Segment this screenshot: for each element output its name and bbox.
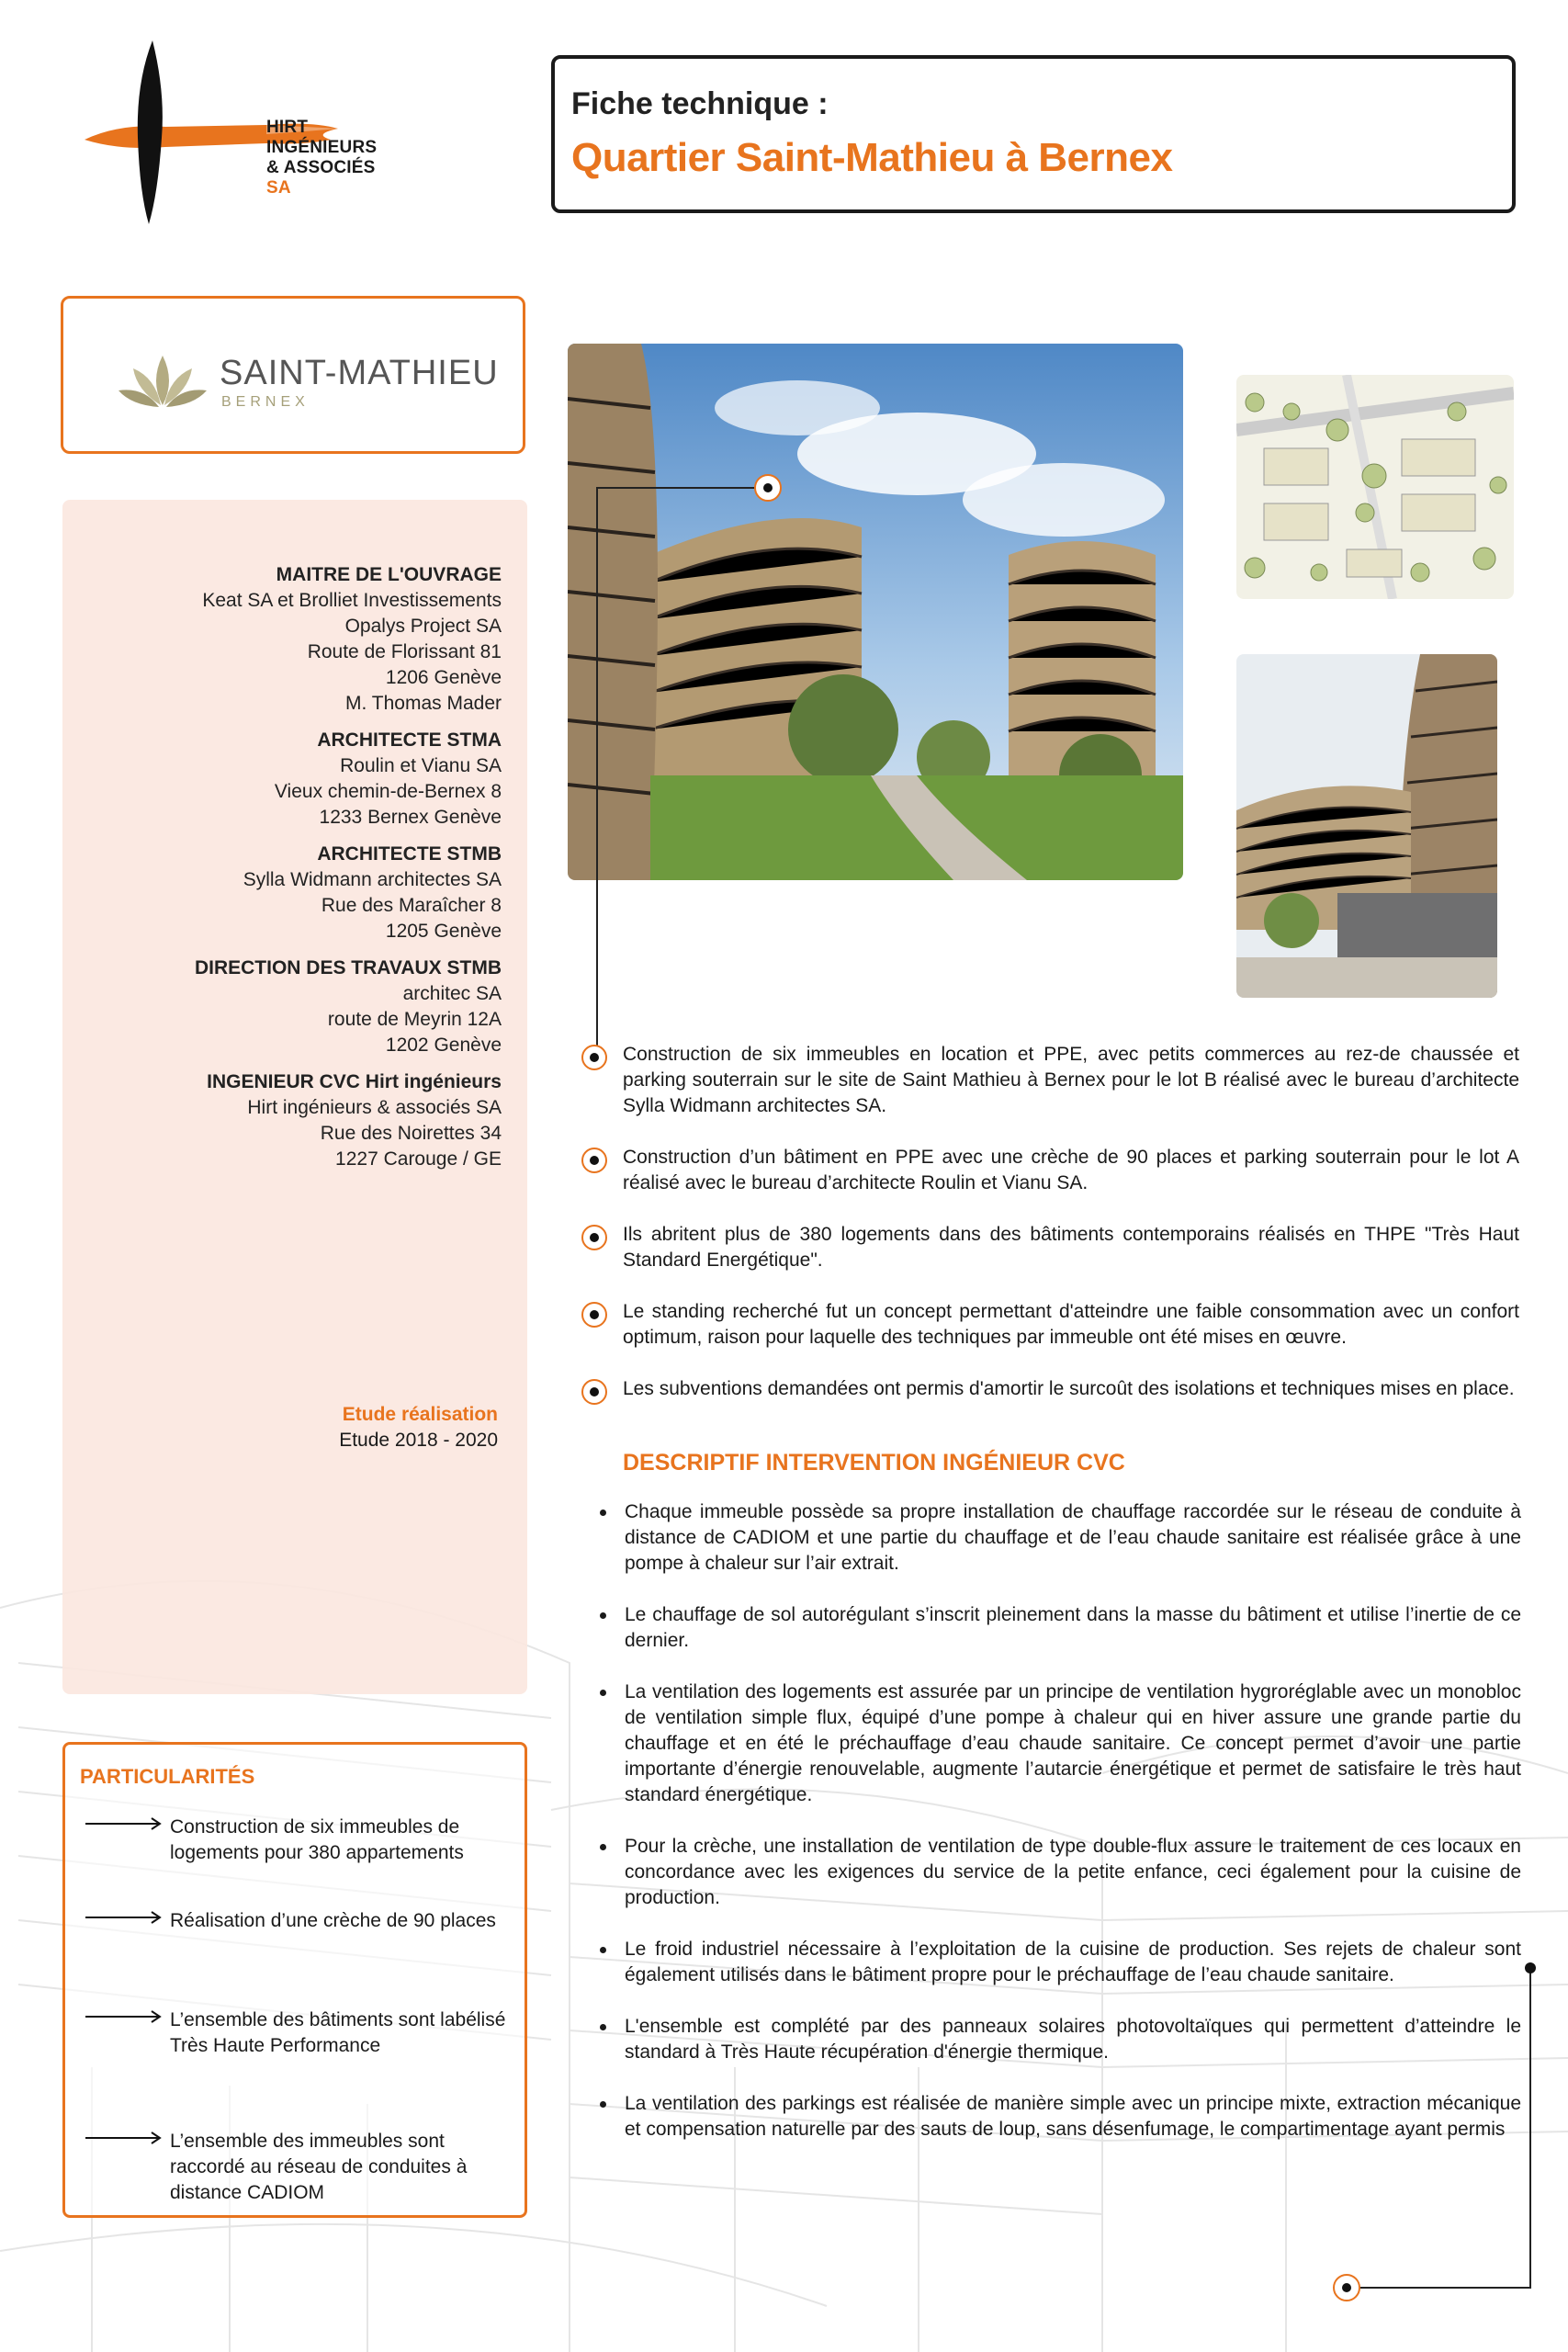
particularite-item: L’ensemble des bâtiments sont labélisé Très Haute Performance (82, 2007, 513, 2059)
stakeholder-works-direction: DIRECTION DES TRAVAUX STMB architec SA route de Meyrin 12A 1202 Genève (194, 957, 502, 1056)
descriptif-item: Pour la crèche, une installation de ventilation de type double-flux assure le traitement de ces locaux en concordance avec les exigences du service de la petite enfance, ceci également pour la cuisine de production. (597, 1834, 1521, 1911)
street-photo-illustration (1236, 654, 1497, 998)
descriptif-item: Le chauffage de sol autorégulant s’inscrit pleinement dans la masse du bâtiment et utilise l’inertie de ce dernier. (597, 1602, 1521, 1654)
summary-item: Construction d’un bâtiment en PPE avec une crèche de 90 places et parking souterrain pour le lot A réalisé avec le bureau d’architecte Roulin et Vianu SA. (581, 1145, 1519, 1196)
particularites-box (62, 1742, 527, 2218)
summary-item: Ils abritent plus de 380 logements dans des bâtiments contemporains réalisés en THPE "Très Haut Standard Energétique". (581, 1222, 1519, 1273)
project-logo-box (61, 296, 525, 454)
company-name-line2: & ASSOCIÉS SA (266, 158, 376, 198)
circle-bullet-icon (581, 1147, 608, 1174)
particularite-item: L’ensemble des immeubles sont raccordé au réseau de conduites à distance CADIOM (82, 2129, 513, 2206)
company-name-accent: SA (266, 178, 291, 198)
company-logo (83, 37, 378, 230)
leaf-logo-icon (117, 350, 209, 409)
stakeholder-cvc-engineer: INGENIEUR CVC Hirt ingénieurs Hirt ingénieurs & associés SA Rue des Noirettes 34 1227 Carouge / GE (207, 1071, 502, 1170)
page-subtitle: Fiche technique : (571, 86, 829, 121)
stakeholder-architect-stmb: ARCHITECTE STMB Sylla Widmann architectes SA Rue des Maraîcher 8 1205 Genève (243, 843, 502, 942)
arrow-right-icon (82, 2129, 164, 2147)
photo-street-view (1236, 654, 1497, 998)
page-title: Quartier Saint-Mathieu à Bernex (571, 135, 1173, 180)
project-logo-location: BERNEX (221, 394, 310, 410)
circle-bullet-icon (581, 1044, 608, 1071)
arrow-right-icon (82, 1815, 164, 1833)
summary-item: Le standing recherché fut un concept permettant d'atteindre une faible consommation avec un confort optimum, raison pour laquelle des techniques par immeuble ont été mises en œuvre. (581, 1299, 1519, 1351)
descriptif-item: L'ensemble est complété par des panneaux solaires photovoltaïques qui permettent d’atteindre le standard à Très Haute récupération d'énergie thermique. (597, 2014, 1521, 2065)
project-logo-name: SAINT-MATHIEU (220, 354, 499, 392)
summary-item: Les subventions demandées ont permis d'amortir le surcoût des isolations et techniques mises en place. (581, 1376, 1519, 1402)
courtyard-photo-illustration (568, 344, 1183, 880)
company-name-line1: HIRT INGÉNIEURS (266, 118, 378, 157)
study-period: Etude réalisation Etude 2018 - 2020 (339, 1404, 498, 1451)
descriptif-item: Le froid industriel nécessaire à l’exploitation de la cuisine de production. Ses rejets de chaleur sont également utilisés dans le bâtiment propre pour le préchauffage de l’eau chaude sanitaire. (597, 1937, 1521, 1988)
company-name (266, 118, 377, 198)
stakeholder-architect-stma: ARCHITECTE STMA Roulin et Vianu SA Vieux chemin-de-Bernex 8 1233 Bernex Genève (274, 729, 502, 828)
particularite-item: Construction de six immeubles de logements pour 380 appartements (82, 1815, 513, 1866)
arrow-right-icon (82, 2007, 164, 2026)
title-box (551, 55, 1516, 213)
photo-site-plan (1236, 375, 1514, 599)
descriptif-title: DESCRIPTIF INTERVENTION INGÉNIEUR CVC (623, 1450, 1125, 1476)
summary-item: Construction de six immeubles en location et PPE, avec petits commerces au rez-de chaussée et parking souterrain sur le site de Saint Mathieu à Bernex pour le lot B réalisé avec le bureau d’architecte Sylla Widmann architectes SA. (581, 1042, 1519, 1119)
descriptif-item: La ventilation des parkings est réalisée de manière simple avec un principe mixte, extraction mécanique et compensation naturelle par des sauts de loup, sans désenfumage, le compartimentage ayant permis (597, 2091, 1521, 2143)
photo-courtyard (568, 344, 1183, 880)
circle-bullet-icon (581, 1224, 608, 1251)
circle-bullet-icon (581, 1301, 608, 1329)
particularite-item: Réalisation d’une crèche de 90 places (82, 1908, 513, 1934)
arrow-right-icon (82, 1908, 164, 1927)
descriptif-item: La ventilation des logements est assurée par un principe de ventilation hygroréglable avec un monobloc de ventilation simple flux, équipé d’une pompe à chaleur qui en hiver assure une grande partie du chauffage et en été le préchauffage d’eau chaude sanitaire. Ce concept permet d’avoir une partie importante d’énergie renouvelable, augmente l’autarcie énergétique et permet de satisfaire le très haut standard énergétique. (597, 1679, 1521, 1808)
site-plan-illustration (1236, 375, 1514, 599)
descriptif-item: Chaque immeuble possède sa propre installation de chauffage raccordée sur le réseau de conduite à distance de CADIOM et une partie du chauffage et de l’eau chaude sanitaire est réalisée grâce à une pompe à chaleur sur l’air extrait. (597, 1499, 1521, 1577)
circle-bullet-icon (581, 1378, 608, 1406)
project-stakeholders (62, 562, 502, 1183)
descriptif-list (597, 1499, 1521, 2168)
particularites-title: PARTICULARITÉS (80, 1765, 255, 1788)
stakeholder-owner: MAITRE DE L'OUVRAGE Keat SA et Brolliet Investissements Opalys Project SA Route de Florissant 81 1206 Genève M. Thomas Mader (202, 564, 502, 714)
